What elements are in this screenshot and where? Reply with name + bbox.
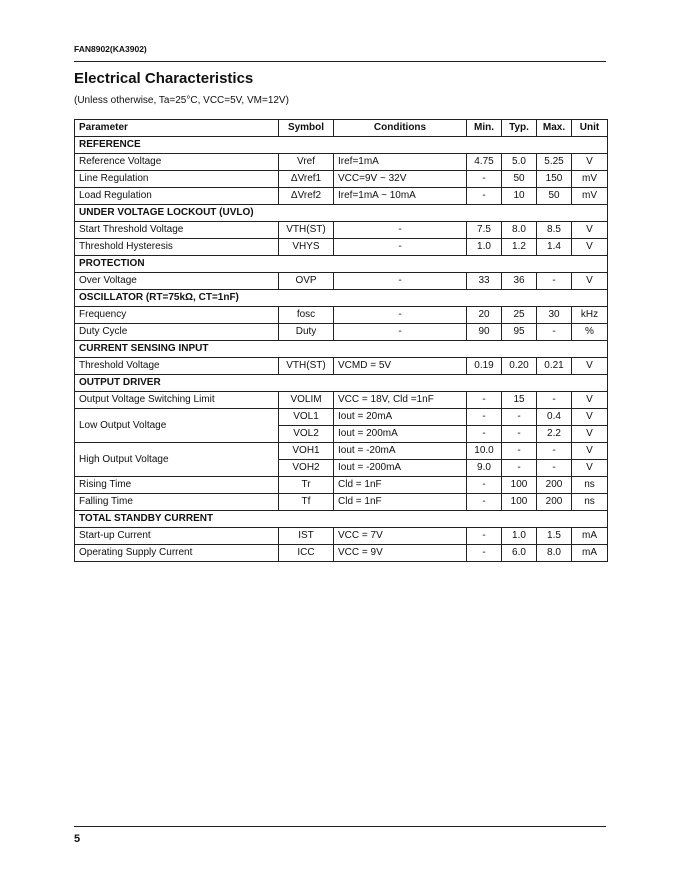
cell-max: 2.2 bbox=[537, 426, 572, 443]
column-header: Min. bbox=[467, 120, 502, 137]
table-row bbox=[75, 443, 608, 460]
cell-parameter: Line Regulation bbox=[75, 171, 279, 188]
cell-symbol: Tf bbox=[279, 494, 334, 511]
table-row bbox=[75, 307, 608, 324]
cell-symbol: Tr bbox=[279, 477, 334, 494]
cell-unit: V bbox=[572, 239, 608, 256]
cell-conditions: VCC = 9V bbox=[334, 545, 467, 562]
cell-typ: - bbox=[502, 426, 537, 443]
cell-min: - bbox=[467, 477, 502, 494]
document-id: FAN8902(KA3902) bbox=[74, 44, 147, 54]
cell-min: 10.0 bbox=[467, 443, 502, 460]
cell-unit: V bbox=[572, 358, 608, 375]
cell-symbol: VOL2 bbox=[279, 426, 334, 443]
cell-unit: kHz bbox=[572, 307, 608, 324]
section-title: PROTECTION bbox=[75, 256, 608, 273]
table-header-row bbox=[75, 120, 608, 137]
cell-parameter: Threshold Hysteresis bbox=[75, 239, 279, 256]
cell-unit: V bbox=[572, 443, 608, 460]
cell-max: 30 bbox=[537, 307, 572, 324]
cell-symbol: VOLIM bbox=[279, 392, 334, 409]
cell-parameter: Load Regulation bbox=[75, 188, 279, 205]
cell-max: 1.4 bbox=[537, 239, 572, 256]
cell-min: - bbox=[467, 426, 502, 443]
cell-conditions: Iout = -200mA bbox=[334, 460, 467, 477]
cell-max: 200 bbox=[537, 494, 572, 511]
conditions-note: (Unless otherwise, Ta=25°C, VCC=5V, VM=12V) bbox=[74, 95, 289, 106]
cell-max: - bbox=[537, 273, 572, 290]
section-row bbox=[75, 256, 608, 273]
cell-typ: 100 bbox=[502, 494, 537, 511]
cell-min: - bbox=[467, 409, 502, 426]
cell-parameter: Frequency bbox=[75, 307, 279, 324]
column-header: Parameter bbox=[75, 120, 279, 137]
cell-typ: 0.20 bbox=[502, 358, 537, 375]
cell-min: 4.75 bbox=[467, 154, 502, 171]
cell-min: 0.19 bbox=[467, 358, 502, 375]
cell-conditions: - bbox=[334, 222, 467, 239]
cell-typ: 5.0 bbox=[502, 154, 537, 171]
table-row bbox=[75, 324, 608, 341]
cell-conditions: Cld = 1nF bbox=[334, 494, 467, 511]
cell-max: 200 bbox=[537, 477, 572, 494]
column-header: Max. bbox=[537, 120, 572, 137]
table-row bbox=[75, 171, 608, 188]
table-row bbox=[75, 239, 608, 256]
cell-max: 50 bbox=[537, 188, 572, 205]
column-header: Conditions bbox=[334, 120, 467, 137]
cell-typ: 25 bbox=[502, 307, 537, 324]
cell-max: 0.21 bbox=[537, 358, 572, 375]
cell-symbol: VHYS bbox=[279, 239, 334, 256]
cell-max: 150 bbox=[537, 171, 572, 188]
cell-max: 8.5 bbox=[537, 222, 572, 239]
cell-symbol: Vref bbox=[279, 154, 334, 171]
cell-min: 20 bbox=[467, 307, 502, 324]
cell-parameter: Operating Supply Current bbox=[75, 545, 279, 562]
cell-max: - bbox=[537, 460, 572, 477]
cell-symbol: VTH(ST) bbox=[279, 222, 334, 239]
cell-typ: - bbox=[502, 460, 537, 477]
cell-conditions: Iout = 20mA bbox=[334, 409, 467, 426]
table-body bbox=[75, 137, 608, 562]
section-row bbox=[75, 290, 608, 307]
cell-typ: 95 bbox=[502, 324, 537, 341]
cell-typ: 100 bbox=[502, 477, 537, 494]
table-row bbox=[75, 409, 608, 426]
cell-parameter: Rising Time bbox=[75, 477, 279, 494]
cell-conditions: - bbox=[334, 239, 467, 256]
cell-unit: ns bbox=[572, 477, 608, 494]
section-title: UNDER VOLTAGE LOCKOUT (UVLO) bbox=[75, 205, 608, 222]
cell-symbol: fosc bbox=[279, 307, 334, 324]
cell-min: - bbox=[467, 528, 502, 545]
cell-conditions: VCC=9V ~ 32V bbox=[334, 171, 467, 188]
cell-min: 9.0 bbox=[467, 460, 502, 477]
cell-parameter: Start-up Current bbox=[75, 528, 279, 545]
section-row bbox=[75, 205, 608, 222]
cell-min: 1.0 bbox=[467, 239, 502, 256]
cell-max: 8.0 bbox=[537, 545, 572, 562]
cell-typ: 1.0 bbox=[502, 528, 537, 545]
cell-symbol: VTH(ST) bbox=[279, 358, 334, 375]
cell-conditions: VCC = 7V bbox=[334, 528, 467, 545]
cell-conditions: Iout = -20mA bbox=[334, 443, 467, 460]
column-header: Typ. bbox=[502, 120, 537, 137]
cell-typ: - bbox=[502, 443, 537, 460]
section-title: TOTAL STANDBY CURRENT bbox=[75, 511, 608, 528]
cell-conditions: - bbox=[334, 273, 467, 290]
footer-rule bbox=[74, 826, 606, 827]
cell-parameter: High Output Voltage bbox=[75, 443, 279, 477]
cell-unit: mV bbox=[572, 171, 608, 188]
section-row bbox=[75, 137, 608, 154]
cell-min: 7.5 bbox=[467, 222, 502, 239]
cell-unit: V bbox=[572, 409, 608, 426]
cell-conditions: Iref=1mA bbox=[334, 154, 467, 171]
cell-symbol: Duty bbox=[279, 324, 334, 341]
column-header: Unit bbox=[572, 120, 608, 137]
cell-conditions: VCC = 18V, Cld =1nF bbox=[334, 392, 467, 409]
cell-unit: V bbox=[572, 392, 608, 409]
cell-parameter: Falling Time bbox=[75, 494, 279, 511]
table-row bbox=[75, 273, 608, 290]
cell-unit: mV bbox=[572, 188, 608, 205]
cell-conditions: Iref=1mA ~ 10mA bbox=[334, 188, 467, 205]
table-row bbox=[75, 188, 608, 205]
section-title: CURRENT SENSING INPUT bbox=[75, 341, 608, 358]
cell-min: 90 bbox=[467, 324, 502, 341]
cell-max: 5.25 bbox=[537, 154, 572, 171]
cell-typ: 15 bbox=[502, 392, 537, 409]
cell-symbol: ΔVref1 bbox=[279, 171, 334, 188]
table-row bbox=[75, 545, 608, 562]
cell-unit: V bbox=[572, 426, 608, 443]
cell-max: - bbox=[537, 324, 572, 341]
cell-typ: - bbox=[502, 409, 537, 426]
cell-unit: mA bbox=[572, 545, 608, 562]
cell-symbol: OVP bbox=[279, 273, 334, 290]
cell-parameter: Reference Voltage bbox=[75, 154, 279, 171]
cell-max: - bbox=[537, 392, 572, 409]
cell-conditions: VCMD = 5V bbox=[334, 358, 467, 375]
cell-unit: V bbox=[572, 460, 608, 477]
table-row bbox=[75, 477, 608, 494]
cell-typ: 36 bbox=[502, 273, 537, 290]
cell-unit: V bbox=[572, 154, 608, 171]
table-row bbox=[75, 154, 608, 171]
cell-parameter: Low Output Voltage bbox=[75, 409, 279, 443]
cell-parameter: Over Voltage bbox=[75, 273, 279, 290]
table-row bbox=[75, 358, 608, 375]
header-rule bbox=[74, 61, 606, 62]
cell-conditions: Cld = 1nF bbox=[334, 477, 467, 494]
cell-symbol: IST bbox=[279, 528, 334, 545]
cell-symbol: ΔVref2 bbox=[279, 188, 334, 205]
table-row bbox=[75, 222, 608, 239]
section-row bbox=[75, 511, 608, 528]
section-title: OSCILLATOR (RT=75kΩ, CT=1nF) bbox=[75, 290, 608, 307]
section-title: REFERENCE bbox=[75, 137, 608, 154]
cell-min: - bbox=[467, 392, 502, 409]
cell-typ: 50 bbox=[502, 171, 537, 188]
cell-unit: mA bbox=[572, 528, 608, 545]
cell-symbol: VOH2 bbox=[279, 460, 334, 477]
cell-typ: 6.0 bbox=[502, 545, 537, 562]
cell-typ: 10 bbox=[502, 188, 537, 205]
cell-unit: ns bbox=[572, 494, 608, 511]
page-number: 5 bbox=[74, 833, 81, 845]
page-title: Electrical Characteristics bbox=[74, 70, 254, 87]
cell-max: - bbox=[537, 443, 572, 460]
column-header: Symbol bbox=[279, 120, 334, 137]
section-title: OUTPUT DRIVER bbox=[75, 375, 608, 392]
cell-symbol: VOL1 bbox=[279, 409, 334, 426]
cell-unit: % bbox=[572, 324, 608, 341]
cell-typ: 1.2 bbox=[502, 239, 537, 256]
cell-typ: 8.0 bbox=[502, 222, 537, 239]
table-row bbox=[75, 494, 608, 511]
cell-unit: V bbox=[572, 222, 608, 239]
cell-parameter: Duty Cycle bbox=[75, 324, 279, 341]
cell-min: - bbox=[467, 494, 502, 511]
cell-symbol: ICC bbox=[279, 545, 334, 562]
cell-unit: V bbox=[572, 273, 608, 290]
cell-min: - bbox=[467, 545, 502, 562]
cell-max: 0.4 bbox=[537, 409, 572, 426]
cell-parameter: Output Voltage Switching Limit bbox=[75, 392, 279, 409]
cell-min: - bbox=[467, 188, 502, 205]
table-row bbox=[75, 528, 608, 545]
cell-symbol: VOH1 bbox=[279, 443, 334, 460]
section-row bbox=[75, 375, 608, 392]
cell-conditions: - bbox=[334, 324, 467, 341]
cell-conditions: Iout = 200mA bbox=[334, 426, 467, 443]
cell-max: 1.5 bbox=[537, 528, 572, 545]
electrical-characteristics-table bbox=[74, 119, 608, 562]
section-row bbox=[75, 341, 608, 358]
cell-min: 33 bbox=[467, 273, 502, 290]
cell-parameter: Threshold Voltage bbox=[75, 358, 279, 375]
cell-conditions: - bbox=[334, 307, 467, 324]
table-row bbox=[75, 392, 608, 409]
cell-parameter: Start Threshold Voltage bbox=[75, 222, 279, 239]
cell-min: - bbox=[467, 171, 502, 188]
